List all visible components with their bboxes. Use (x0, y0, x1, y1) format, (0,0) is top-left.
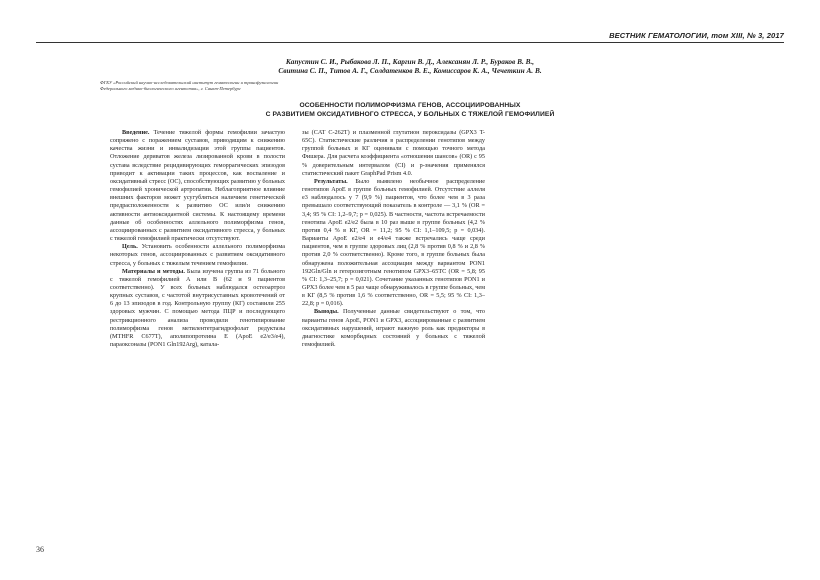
left-column (110, 129, 285, 349)
paragraph-conclusions (302, 308, 485, 349)
paragraph-text: Установить особенности аллельного полиморфизма некоторых генов, ассоциированных с развитием оксидативного стресса, у больных с тяжелым течением гемофилии. (110, 243, 285, 267)
paragraph-aim (110, 243, 285, 267)
paragraph-text: Была изучена группа из 71 больного с тяжелой гемофилией А или В (62 и 9 пациентов соответственно). У всех больных наблюдался остеоартроз крупных суставов, с частотой внутрисуставных кровотечений от 6 до 13 эпизодов в год. Контрольную группу (КГ) составили 255 здоровых мужчин. С помощью метода ПЦР и последующего рестрикционного анализа проводили генотипирование полиморфизма генов метилентетрагидрофолат редуктазы (MTHFR C677T), аполипопротеина Е (ApoE e2/e3/e4), параоксоназы (PON1 Gln192Arg), катала- (110, 267, 285, 349)
affiliation-line: Федерального медико-биологического агентства», г. Санкт-Петербург (100, 86, 241, 92)
journal-header: ВЕСТНИК ГЕМАТОЛОГИИ, том XIII, № 3, 2017 (609, 31, 784, 40)
paragraph-methods-continued (302, 129, 485, 178)
paragraph-lead: Материалы и методы. (122, 267, 185, 275)
paragraph-text: Полученные данные свидетельствуют о том, что варианты генов ApoE, PON1 и GPX3, ассоциированные с развитием оксидативных нарушений, играют важную роль как предикторы в диагностике коморбидных состояний у больных с тяжелой гемофилией. (302, 308, 485, 349)
page-number: 36 (36, 545, 44, 554)
title-line: ОСОБЕННОСТИ ПОЛИМОРФИЗМА ГЕНОВ, АССОЦИИРОВАННЫХ (299, 102, 521, 109)
authors (100, 57, 720, 75)
paragraph-lead: Введение. (122, 129, 150, 136)
right-column (302, 129, 485, 349)
authors-line: Капустин С. И., Рыбакова Л. П., Каргин В. Д., Алексанян Л. Р., Бураков В. В., (285, 57, 535, 66)
paragraph-text: Течение тяжелой формы гемофилии зачастую сопряжено с поражением суставов, приводящим к снижению качества жизни и инвалидизации этой группы пациентов. Отложение дериватов железа лизированной крови в полости сустава вследствие рецидивирующих геморрагических эпизодов приводит к активации таких процессов, как воспаление и оксидативный стресс (ОС), способствующих развитию у больных гемофилией хронической артропатии. Неблагоприятное влияние внешних факторов может усугубляться наличием генетической предрасположенности к развитию ОС или/и снижению активности антиоксидантной системы. К настоящему времени данные об особенностях аллельного полиморфизма генов, ассоциированных с развитием оксидативного стресса, у больных с тяжелой гемофилией практически отсутствуют. (110, 129, 285, 243)
title-line: С РАЗВИТИЕМ ОКСИДАТИВНОГО СТРЕССА, У БОЛЬНЫХ С ТЯЖЕЛОЙ ГЕМОФИЛИЕЙ (265, 111, 555, 118)
authors-line: Свитина С. П., Титов А. Г., Солдатенков В. Е., Комиссаров К. А., Чечеткин А. В. (278, 66, 542, 75)
header-rule (36, 42, 784, 43)
affiliation (100, 80, 620, 93)
paragraph-lead: Результаты. (314, 177, 348, 185)
affiliation-line: ФГБУ «Российский научно-исследовательский институт гематологии и трансфузиологии (100, 80, 279, 85)
paragraph-methods (110, 268, 285, 350)
paragraph-lead: Выводы. (314, 308, 339, 316)
paragraph-introduction (110, 129, 285, 243)
paragraph-results (302, 178, 485, 309)
article-title (110, 101, 710, 119)
paragraph-lead: Цель. (122, 243, 138, 251)
paragraph-text: Было выявлено необычное распределение генотипов ApoE в группе больных гемофилией. Отсутствие аллеля e3 наблюдалось у 7 (9,9 %) пациентов, что более чем в 3 раза превышало соответствующий показатель в контроле — 3,1 % (OR = 3,4; 95 % CI: 1,2–9,7; p = 0,025). В частности, частота встречаемости генотипа ApoE e2/e2 была в 10 раз выше в группе больных (4,2 % против 0,4 % в КГ, OR = 11,2; 95 % CI: 1,1–109,5; p = 0,034). Варианты ApoE e2/e4 и e4/e4 также встречались чаще среди пациентов, чем в группе здоровых лиц (2,8 % против 0,8 % и 2,8 % против 2,0 % соответственно). Кроме того, в группе больных была обнаружена положительная ассоциация между вариантом PON1 192Gln/Gln и гетерозиготным генотипом GPX3–65TC (OR = 5,8; 95 % CI: 1,3–25,7; p = 0,021). Сочетание указанных генотипов PON1 и GPX3 более чем в 5 раз чаще обнаруживалось в группе больных, чем в КГ (8,5 % против 1,6 % соответственно, OR = 5,5; 95 % CI: 1,3–22,8; p = 0,016). (302, 177, 486, 308)
paragraph-text: зы (CAT C-262T) и плазменной глутатион пероксидазы (GPX3 T-65C). Статистические различия в распределении генотипов между группой больных и КГ оценивали с помощью точного метода Фишера. Для расчета коэффициента «отношения шансов» (OR) с 95 % доверительным интервалом (CI) и р-значения применялся статистический пакет GraphPad Prism 4.0. (302, 129, 485, 177)
